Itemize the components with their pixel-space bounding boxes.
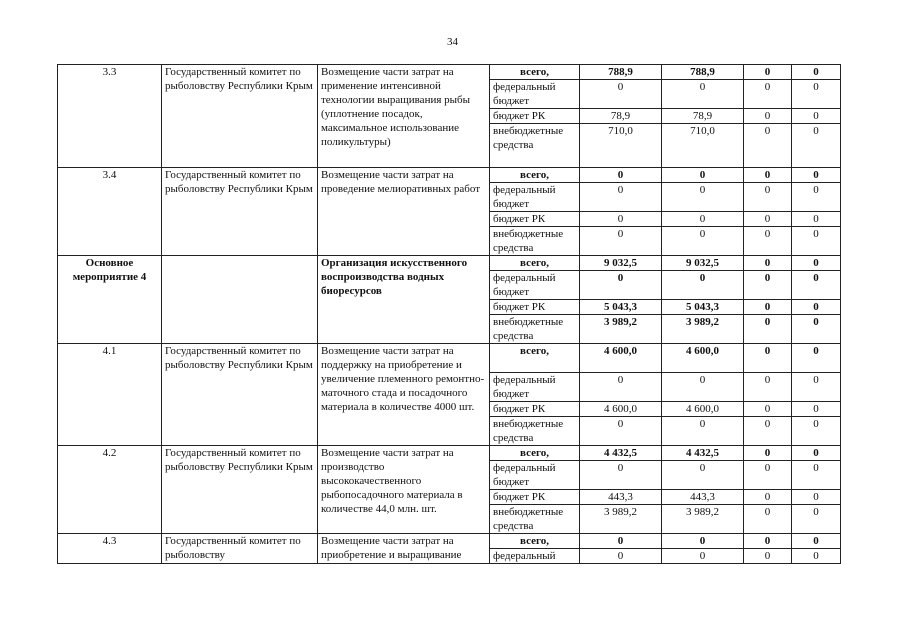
budget-label: бюджет РК (490, 300, 580, 315)
value-cell: 0 (792, 212, 841, 227)
value-cell: 0 (580, 227, 662, 256)
value-cell: 710,0 (580, 124, 662, 168)
value-cell: 0 (744, 65, 792, 80)
budget-label: федеральный (490, 549, 580, 564)
budget-label: внебюджетные средства (490, 227, 580, 256)
value-cell: 0 (580, 373, 662, 402)
value-cell: 0 (792, 300, 841, 315)
budget-label: федеральный бюджет (490, 271, 580, 300)
budget-table (57, 64, 841, 564)
budget-label: всего, (490, 446, 580, 461)
activity-description: Возмещение части затрат на проведение мелиоративных работ (318, 168, 490, 256)
value-cell: 0 (792, 505, 841, 534)
table-row (58, 344, 841, 373)
value-cell: 0 (744, 417, 792, 446)
value-cell: 0 (662, 373, 744, 402)
value-cell: 0 (744, 256, 792, 271)
value-cell: 0 (744, 461, 792, 490)
value-cell: 5 043,3 (580, 300, 662, 315)
budget-label: бюджет РК (490, 212, 580, 227)
responsible-org: Государственный комитет по рыболовству Республики Крым (162, 168, 318, 256)
item-number: 4.3 (58, 534, 162, 564)
value-cell: 78,9 (662, 109, 744, 124)
value-cell: 0 (744, 402, 792, 417)
value-cell: 0 (662, 212, 744, 227)
main-activity-label: Основное мероприятие 4 (58, 256, 162, 344)
table-row (58, 65, 841, 80)
value-cell: 443,3 (662, 490, 744, 505)
table-row (58, 256, 841, 271)
value-cell: 0 (792, 344, 841, 373)
activity-description: Возмещение части затрат на поддержку на приобретение и увеличение племенного ремонтно-маточного стада и посадочного материала в количестве 4000 шт. (318, 344, 490, 446)
value-cell: 4 432,5 (580, 446, 662, 461)
value-cell: 0 (792, 534, 841, 549)
value-cell: 0 (792, 315, 841, 344)
budget-label: внебюджетные средства (490, 124, 580, 168)
value-cell: 3 989,2 (662, 505, 744, 534)
value-cell: 788,9 (662, 65, 744, 80)
table-row (58, 534, 841, 549)
value-cell: 0 (744, 490, 792, 505)
value-cell: 0 (792, 227, 841, 256)
value-cell: 5 043,3 (662, 300, 744, 315)
value-cell: 0 (744, 183, 792, 212)
budget-label: всего, (490, 168, 580, 183)
budget-label: всего, (490, 534, 580, 549)
value-cell: 0 (662, 80, 744, 109)
value-cell: 3 989,2 (580, 505, 662, 534)
value-cell: 0 (792, 417, 841, 446)
value-cell: 0 (744, 534, 792, 549)
activity-description: Возмещение части затрат на производство высококачественного рыбопосадочного материала в количестве 44,0 млн. шт. (318, 446, 490, 534)
value-cell: 0 (744, 373, 792, 402)
value-cell: 710,0 (662, 124, 744, 168)
budget-label: бюджет РК (490, 402, 580, 417)
value-cell: 0 (792, 109, 841, 124)
activity-description: Возмещение части затрат на применение интенсивной технологии выращивания рыбы (уплотнение посадок, максимальное использование поликультуры) (318, 65, 490, 168)
value-cell: 0 (792, 124, 841, 168)
value-cell: 0 (792, 490, 841, 505)
budget-label: бюджет РК (490, 109, 580, 124)
value-cell: 0 (580, 549, 662, 564)
value-cell: 0 (744, 315, 792, 344)
value-cell: 0 (792, 373, 841, 402)
value-cell: 0 (792, 183, 841, 212)
value-cell: 78,9 (580, 109, 662, 124)
item-number: 3.3 (58, 65, 162, 168)
value-cell: 0 (792, 65, 841, 80)
value-cell: 0 (580, 417, 662, 446)
budget-label: внебюджетные средства (490, 315, 580, 344)
budget-label: федеральный бюджет (490, 373, 580, 402)
value-cell: 0 (580, 461, 662, 490)
value-cell: 4 600,0 (580, 344, 662, 373)
value-cell: 0 (744, 168, 792, 183)
value-cell: 0 (792, 80, 841, 109)
value-cell: 9 032,5 (662, 256, 744, 271)
budget-label: всего, (490, 256, 580, 271)
budget-label: всего, (490, 344, 580, 373)
budget-label: внебюджетные средства (490, 417, 580, 446)
value-cell: 0 (792, 446, 841, 461)
value-cell: 0 (744, 300, 792, 315)
responsible-org: Государственный комитет по рыболовству Республики Крым (162, 65, 318, 168)
value-cell: 0 (744, 344, 792, 373)
value-cell: 0 (792, 256, 841, 271)
value-cell: 0 (662, 461, 744, 490)
value-cell: 0 (744, 549, 792, 564)
budget-label: всего, (490, 65, 580, 80)
value-cell: 0 (580, 80, 662, 109)
item-number: 4.1 (58, 344, 162, 446)
responsible-org: Государственный комитет по рыболовству Республики Крым (162, 446, 318, 534)
budget-label: бюджет РК (490, 490, 580, 505)
value-cell: 4 600,0 (580, 402, 662, 417)
value-cell: 9 032,5 (580, 256, 662, 271)
activity-description: Возмещение части затрат на приобретение и выращивание (318, 534, 490, 564)
table-row (58, 446, 841, 461)
table-row (58, 168, 841, 183)
value-cell: 0 (662, 168, 744, 183)
value-cell: 0 (580, 168, 662, 183)
value-cell: 0 (662, 549, 744, 564)
value-cell: 0 (744, 505, 792, 534)
value-cell: 4 600,0 (662, 344, 744, 373)
value-cell: 0 (744, 212, 792, 227)
value-cell: 0 (792, 402, 841, 417)
activity-description: Организация искусственного воспроизводства водных биоресурсов (318, 256, 490, 344)
value-cell: 0 (580, 212, 662, 227)
value-cell: 4 600,0 (662, 402, 744, 417)
value-cell: 0 (744, 227, 792, 256)
value-cell: 0 (792, 168, 841, 183)
value-cell: 4 432,5 (662, 446, 744, 461)
value-cell: 0 (744, 446, 792, 461)
budget-label: федеральный бюджет (490, 183, 580, 212)
value-cell: 788,9 (580, 65, 662, 80)
item-number: 4.2 (58, 446, 162, 534)
value-cell: 0 (792, 549, 841, 564)
budget-label: внебюджетные средства (490, 505, 580, 534)
value-cell: 3 989,2 (580, 315, 662, 344)
value-cell: 0 (662, 183, 744, 212)
value-cell: 0 (662, 227, 744, 256)
responsible-org: Государственный комитет по рыболовству Республики Крым (162, 344, 318, 446)
budget-label: федеральный бюджет (490, 461, 580, 490)
value-cell: 0 (744, 271, 792, 300)
value-cell: 0 (792, 271, 841, 300)
value-cell: 0 (662, 271, 744, 300)
value-cell: 0 (662, 534, 744, 549)
responsible-org (162, 256, 318, 344)
value-cell: 0 (662, 417, 744, 446)
value-cell: 443,3 (580, 490, 662, 505)
value-cell: 0 (580, 183, 662, 212)
value-cell: 0 (744, 124, 792, 168)
value-cell: 0 (792, 461, 841, 490)
value-cell: 3 989,2 (662, 315, 744, 344)
budget-label: федеральный бюджет (490, 80, 580, 109)
page-number: 34 (447, 36, 458, 48)
value-cell: 0 (744, 80, 792, 109)
value-cell: 0 (744, 109, 792, 124)
responsible-org: Государственный комитет по рыболовству (162, 534, 318, 564)
item-number: 3.4 (58, 168, 162, 256)
value-cell: 0 (580, 271, 662, 300)
value-cell: 0 (580, 534, 662, 549)
